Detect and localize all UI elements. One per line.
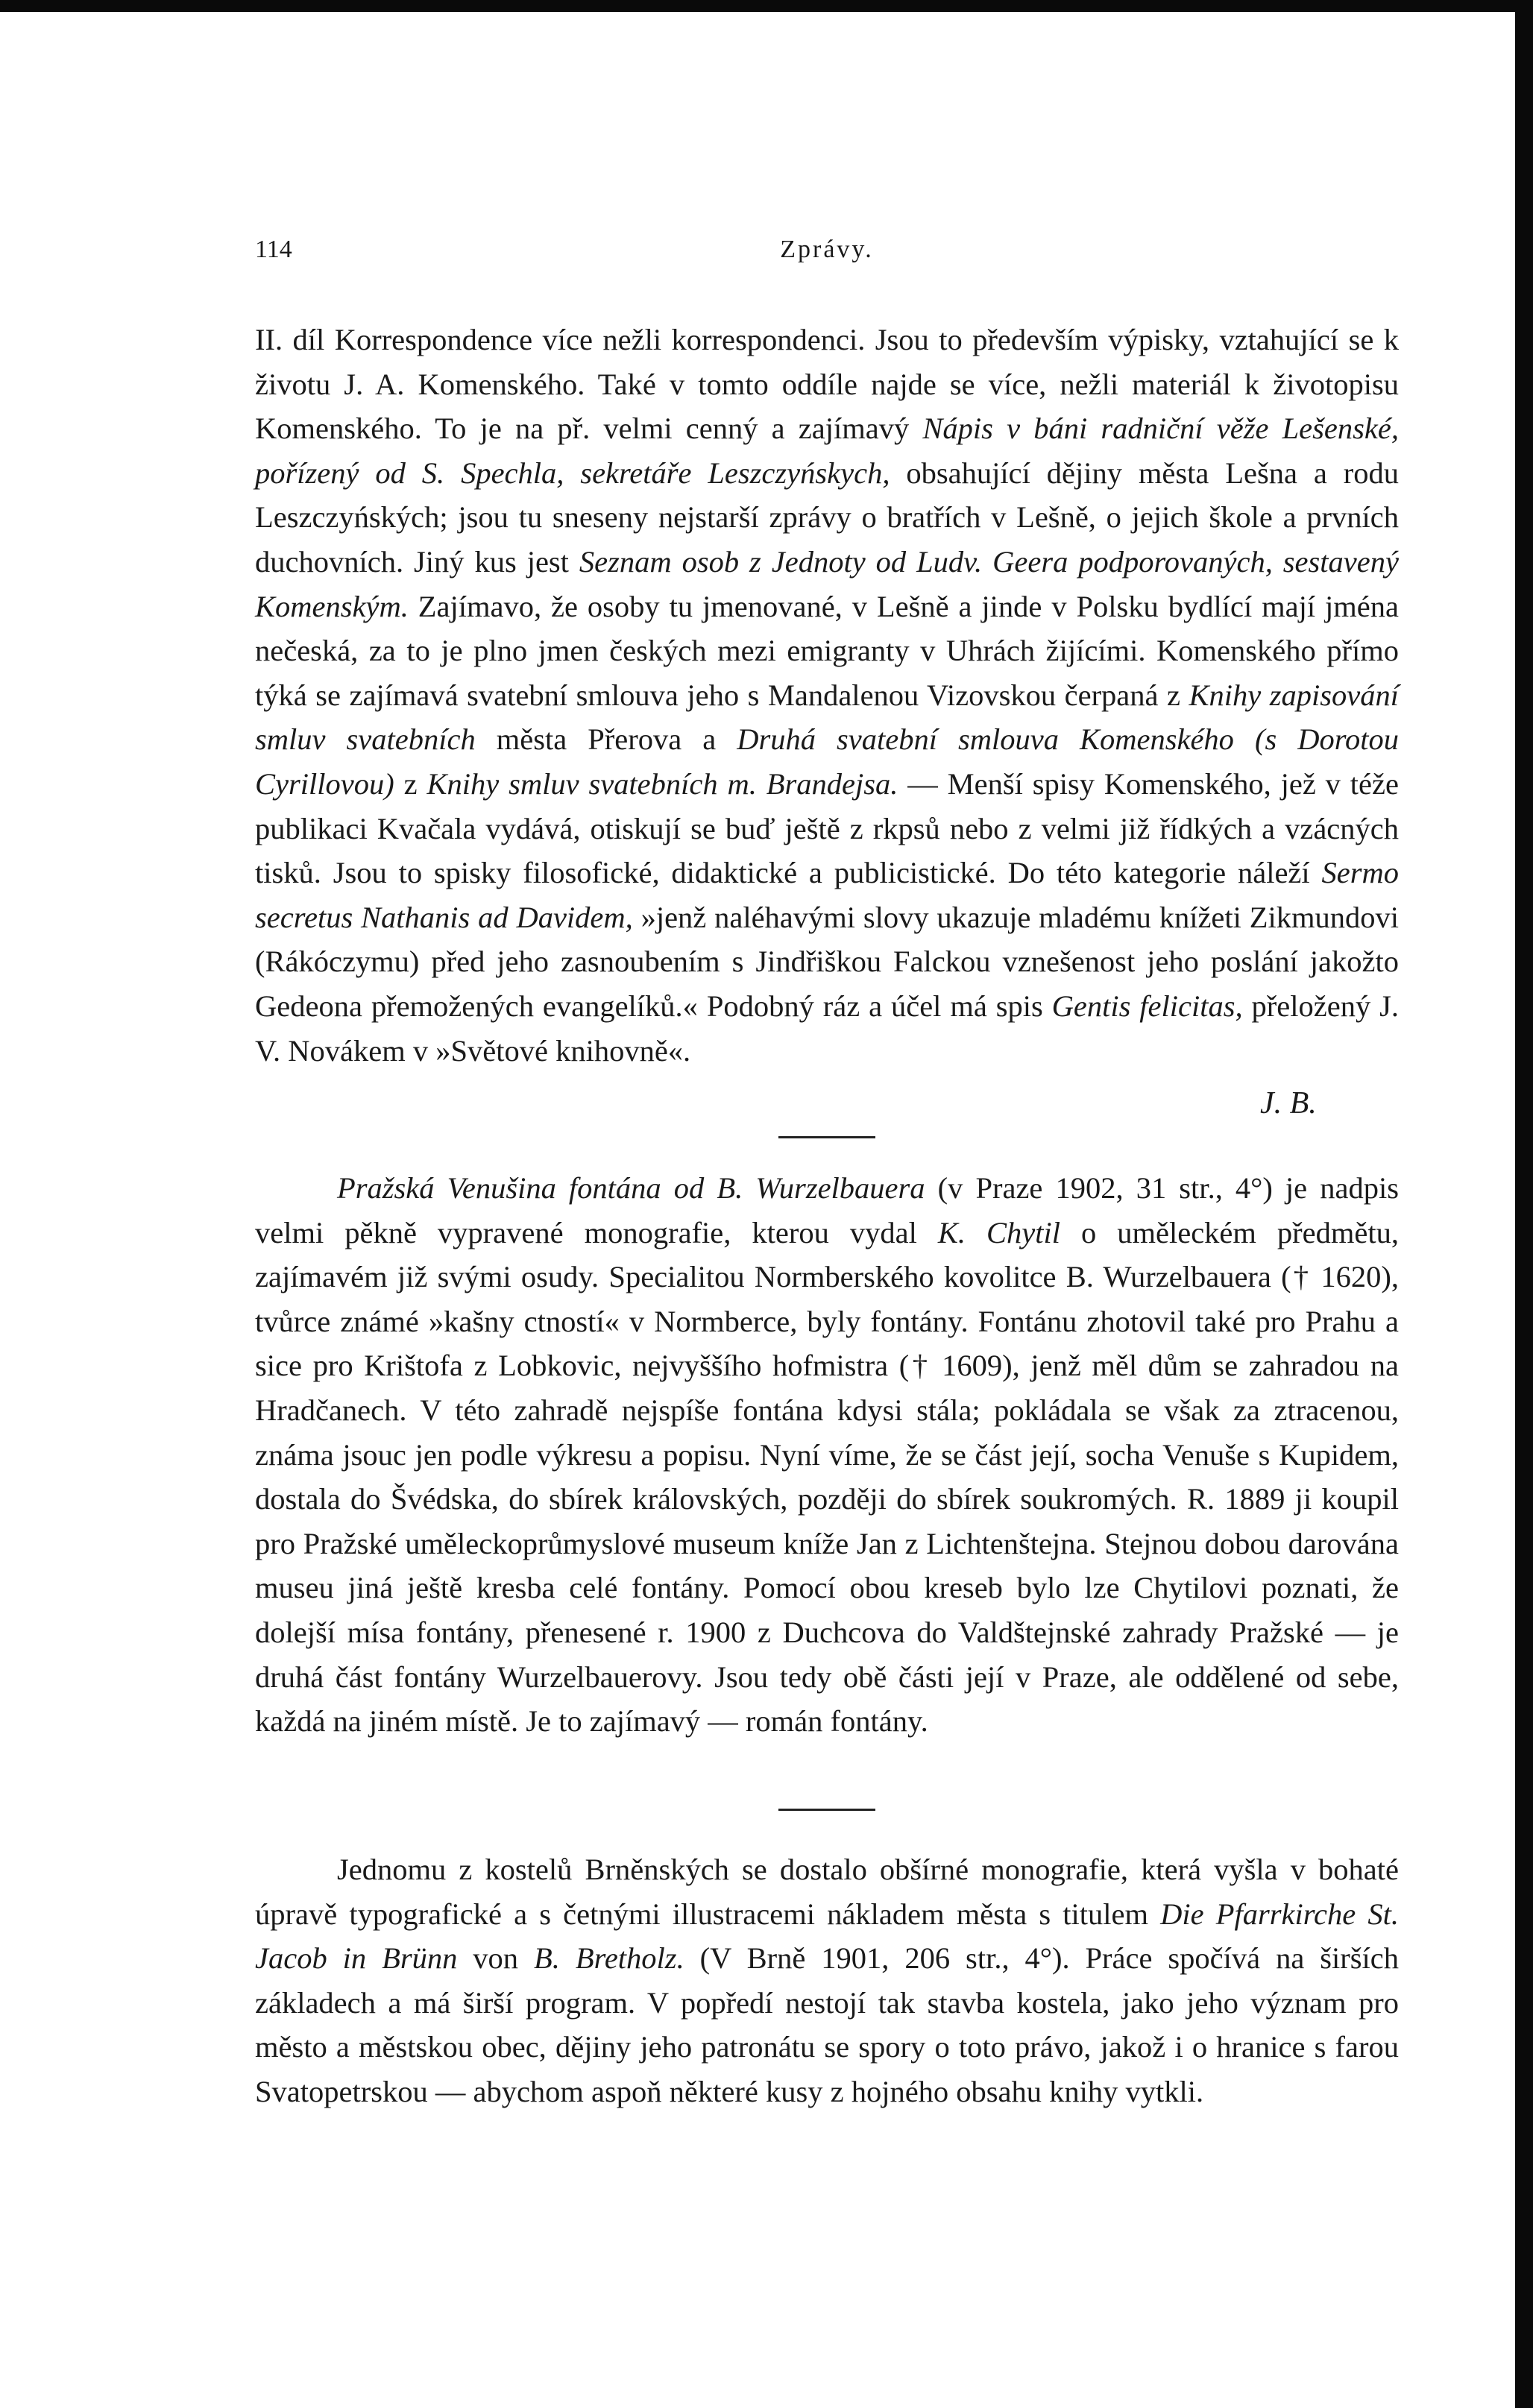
italic-title: Seznam osob z Jednoty od Ludv. Geera podporovaných, sestavený Komenským. [255, 544, 1399, 623]
italic-title: Die Pfarrkirche St. Jacob in Brünn [255, 1897, 1399, 1976]
scan-border-top [0, 0, 1533, 12]
paragraph-komensky [255, 318, 1399, 1073]
section-divider [778, 1136, 875, 1138]
italic-title: Knihy smluv svatebních m. Brandejsa. [426, 766, 898, 801]
text-run: von [457, 1941, 535, 1976]
text-run: (V Brně 1901, 206 str., 4°). Práce spočívá na širších základech a má širší program. V popředí nestojí tak stavba kostela, jako jeho význam pro město a městskou obec, dějiny jeho patronátu se spory o toto právo, jakož i o hranice s farou Svatopetrskou — abychom aspoň některé kusy z hojného obsahu knihy vytkli. [255, 1941, 1399, 2108]
text-run: přeložený J. V. Novákem v »Světové knihovně«. [255, 989, 1399, 1068]
scan-border-right [1515, 0, 1533, 2408]
text-run: — Menší spisy Komenského, jež v téže publikaci Kvačala vydává, otiskují se buď ještě z rkpsů nebo z velmi již řídkých a vzácných tisků. Jsou to spisky filosofické, didaktické a publicistické. Do této kategorie náleží [255, 766, 1399, 890]
running-header [255, 236, 1399, 280]
italic-title: Nápis v báni radniční věže Lešenské, pořízený od S. Spechla, sekretáře Leszczyńskych, [255, 412, 1399, 490]
italic-title: Gentis felicitas, [1051, 989, 1243, 1023]
running-head-title: Zprávy. [780, 236, 874, 263]
italic-title: K. Chytil [937, 1215, 1060, 1249]
italic-title: Druhá svatební smlouva Komenského (s Dorotou Cyrillovou) [255, 722, 1399, 801]
paragraph-fontana [255, 1166, 1399, 1744]
text-run: (v Praze 1902, 31 str., 4°) je nadpis velmi pěkně vypravené monografie, kterou vydal [255, 1171, 1399, 1249]
text-run: Jednomu z kostelů Brněnských se dostalo obšírné monografie, která vyšla v bohaté úpravě typografické a s četnými illustracemi nákladem města s titulem [255, 1853, 1399, 1931]
page-number: 114 [255, 236, 292, 263]
italic-title: Sermo secretus Nathanis ad Davidem, [255, 856, 1399, 934]
text-run: o uměleckém předmětu, zajímavém již svými osudy. Specialitou Normberského kovolitce B. Wurzelbauera († 1620), tvůrce známé »kašny ctností« v Normberce, byly fontány. Fontánu zhotovil také pro Prahu a sice pro Krištofa z Lobkovic, nejvyššího hofmistra († 1609), jenž měl dům se zahradou na Hradčanech. V této zahradě nejspíše fontána kdysi stála; pokládala se však za ztracenou, známa jsouc jen podle výkresu a popisu. Nyní víme, že se část její, socha Venuše s Kupidem, dostala do Švédska, do sbírek královských, později do sbírek soukromých. R. 1889 ji koupil pro Pražské uměleckoprůmyslové museum kníže Jan z Lichtenštejna. Stejnou dobou darována museu jiná ještě kresba celé fontány. Pomocí obou kreseb bylo lze Chytilovi poznati, že dolejší mísa fontány, přenesené r. 1900 z Duchcova do Valdštejnské zahrady Pražské — je druhá část fontány Wurzelbauerovy. Jsou tedy obě části její v Praze, ale oddělené od sebe, každá na jiném místě. Je to zajímavý — román fontány. [255, 1215, 1399, 1739]
page [0, 12, 1515, 2408]
italic-title: B. Bretholz. [534, 1941, 684, 1976]
section-divider [778, 1809, 875, 1811]
text-run: města Přerova a [475, 722, 737, 757]
text-run: obsahující dějiny města Lešna a rodu Leszczyńských; jsou tu sneseny nejstarší zprávy o bratřích v Lešně, o jejich škole a prvních duchovních. Jiný kus jest [255, 456, 1399, 579]
paragraph-brno [255, 1847, 1399, 2114]
text-run: Zajímavo, že osoby tu jmenované, v Lešně a jinde v Polsku bydlící mají jména nečeská, za to je plno jmen českých mezi emigranty v Uhrách žijícími. Komenského přímo týká se zajímavá svatební smlouva jeho s Mandalenou Vizovskou čerpaná z [255, 589, 1399, 712]
italic-title: Knihy zapisování smluv svatebních [255, 678, 1399, 757]
text-run: z [394, 766, 427, 801]
author-signature: J. B. [1260, 1086, 1317, 1121]
text-run: II. díl Korrespondence více nežli korrespondenci. Jsou to především výpisky, vztahující se k životu J. A. Komenského. Také v tomto oddíle najde se více, nežli materiál k životopisu Komenského. To je na př. velmi cenný a zajímavý [255, 323, 1399, 446]
italic-title: Pražská Venušina fontána od B. Wurzelbauera [337, 1171, 925, 1205]
text-run: »jenž naléhavými slovy ukazuje mladému knížeti Zikmundovi (Rákóczymu) před jeho zasnoubením s Jindřiškou Falckou vznešenost jeho poslání jakožto Gedeona přemožených evangelíků.« Podobný ráz a účel má spis [255, 900, 1399, 1023]
